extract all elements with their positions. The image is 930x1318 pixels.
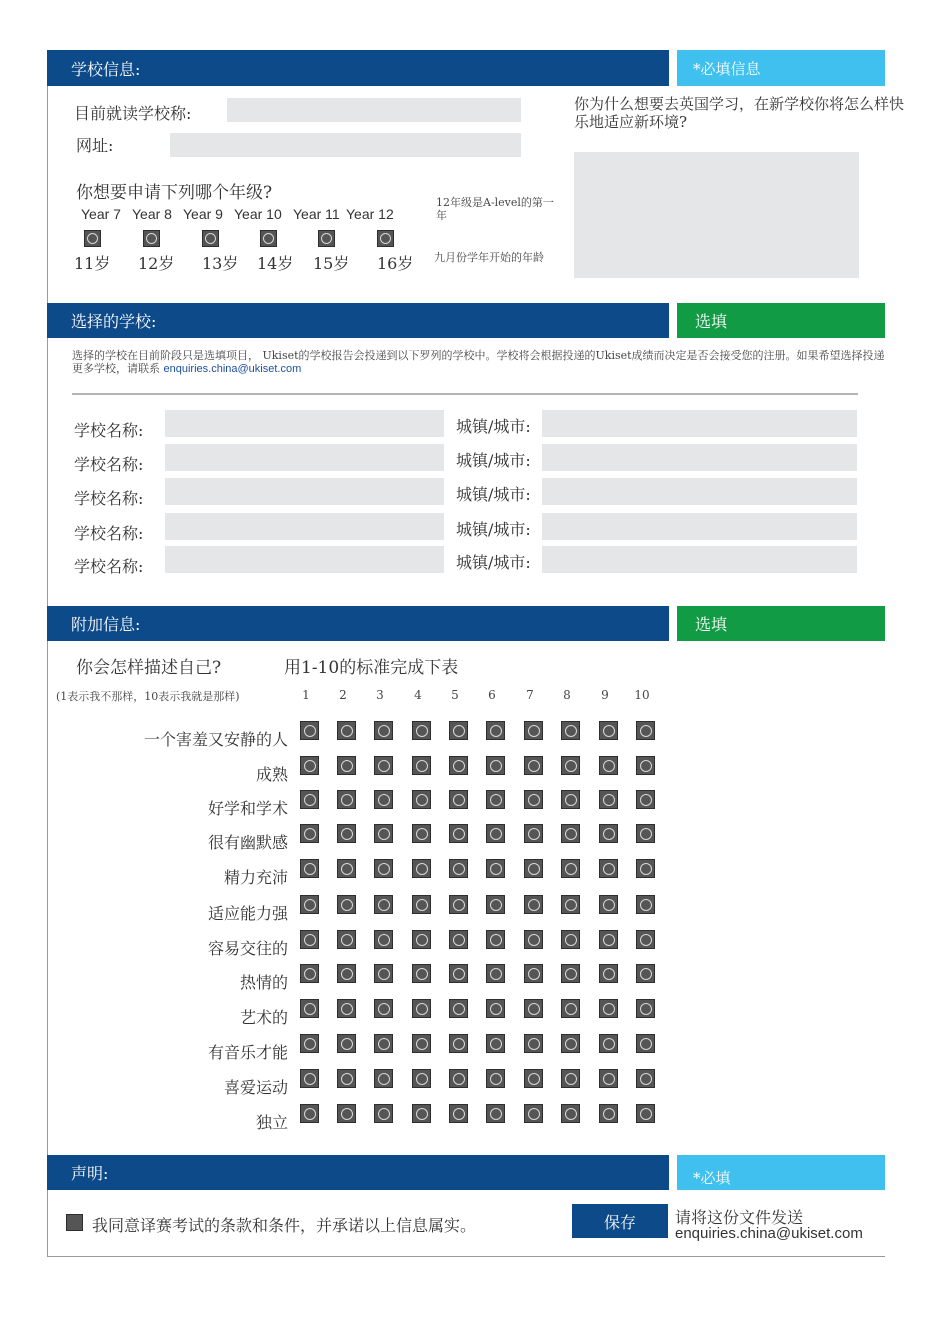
form-frame-left-border — [47, 50, 48, 1257]
rating-radio[interactable] — [337, 859, 356, 878]
rating-radio[interactable] — [337, 930, 356, 949]
rating-radio[interactable] — [636, 1034, 655, 1053]
rating-radio[interactable] — [636, 824, 655, 843]
rating-radio[interactable] — [300, 859, 319, 878]
rating-radio[interactable] — [374, 1069, 393, 1088]
agreement-text: 我同意译赛考试的条款和条件，并承诺以上信息属实。 — [92, 1216, 477, 1235]
rating-radio[interactable] — [636, 999, 655, 1018]
year-radio[interactable] — [143, 230, 160, 247]
rating-radio[interactable] — [599, 756, 618, 775]
rating-radio[interactable] — [561, 964, 580, 983]
rating-radio[interactable] — [449, 999, 468, 1018]
optional-tag-schools: 选填 — [677, 303, 885, 338]
rating-radio[interactable] — [599, 1069, 618, 1088]
rating-radio[interactable] — [374, 930, 393, 949]
required-info-tag: *必填信息 — [677, 50, 885, 86]
rating-radio[interactable] — [636, 756, 655, 775]
rating-radio[interactable] — [449, 964, 468, 983]
scale-number: 3 — [376, 688, 384, 702]
school-name-label: 学校名称: — [74, 524, 144, 543]
rating-radio[interactable] — [636, 930, 655, 949]
rating-radio[interactable] — [599, 721, 618, 740]
rating-radio[interactable] — [412, 1104, 431, 1123]
rating-radio[interactable] — [486, 930, 505, 949]
school-name-input[interactable] — [165, 478, 444, 505]
schools-divider — [72, 393, 858, 395]
scale-number: 5 — [451, 688, 459, 702]
current-school-label: 目前就读学校称: — [74, 104, 192, 123]
rating-radio[interactable] — [412, 859, 431, 878]
rating-radio[interactable] — [337, 1104, 356, 1123]
year-label: Year 11 — [293, 206, 340, 222]
scale-number: 10 — [634, 688, 650, 702]
rating-radio[interactable] — [486, 721, 505, 740]
rating-radio[interactable] — [486, 1104, 505, 1123]
year-radio[interactable] — [84, 230, 101, 247]
rating-radio[interactable] — [337, 964, 356, 983]
scale-number: 7 — [526, 688, 534, 702]
rating-radio[interactable] — [486, 859, 505, 878]
rating-radio[interactable] — [486, 756, 505, 775]
grade-question: 你想要申请下列哪个年级? — [76, 183, 273, 203]
rating-radio[interactable] — [374, 790, 393, 809]
year-radio[interactable] — [377, 230, 394, 247]
rating-radio[interactable] — [449, 895, 468, 914]
rating-radio[interactable] — [599, 859, 618, 878]
rating-radio[interactable] — [486, 964, 505, 983]
rating-radio[interactable] — [486, 824, 505, 843]
required-tag-declaration: *必填 — [677, 1155, 885, 1190]
rating-radio[interactable] — [524, 895, 543, 914]
rating-radio[interactable] — [561, 930, 580, 949]
trait-label: 喜爱运动 — [223, 1078, 288, 1097]
rating-radio[interactable] — [561, 1104, 580, 1123]
rating-radio[interactable] — [599, 790, 618, 809]
rating-radio[interactable] — [524, 721, 543, 740]
school-name-label: 学校名称: — [74, 421, 144, 440]
trait-label: 艺术的 — [239, 1008, 288, 1027]
rating-radio[interactable] — [561, 1034, 580, 1053]
age-label: 11岁 — [74, 254, 111, 273]
rating-radio[interactable] — [412, 1034, 431, 1053]
rating-radio[interactable] — [561, 756, 580, 775]
rating-radio[interactable] — [449, 1104, 468, 1123]
rating-radio[interactable] — [412, 1069, 431, 1088]
rating-radio[interactable] — [561, 824, 580, 843]
rating-radio[interactable] — [524, 1104, 543, 1123]
rating-radio[interactable] — [300, 721, 319, 740]
rating-radio[interactable] — [599, 1104, 618, 1123]
rating-radio[interactable] — [599, 895, 618, 914]
year-label: Year 7 — [81, 206, 121, 222]
trait-label: 一个害羞又安静的人 — [143, 730, 288, 749]
rating-radio[interactable] — [524, 1034, 543, 1053]
year-label: Year 8 — [132, 206, 172, 222]
rating-radio[interactable] — [524, 790, 543, 809]
age-label: 16岁 — [377, 254, 414, 273]
rating-radio[interactable] — [412, 930, 431, 949]
trait-label: 热情的 — [239, 973, 288, 992]
rating-radio[interactable] — [486, 895, 505, 914]
rating-radio[interactable] — [636, 964, 655, 983]
year-label: Year 12 — [346, 206, 394, 222]
rating-radio[interactable] — [300, 756, 319, 775]
additional-info-header: 附加信息: — [47, 606, 669, 641]
trait-label: 很有幽默感 — [207, 833, 288, 852]
school-info-header: 学校信息: — [47, 50, 669, 86]
rating-radio[interactable] — [300, 1104, 319, 1123]
why-study-textarea[interactable] — [574, 152, 859, 278]
rating-radio[interactable] — [599, 999, 618, 1018]
year-label: Year 10 — [234, 206, 282, 222]
year-radio[interactable] — [260, 230, 277, 247]
rating-radio[interactable] — [486, 999, 505, 1018]
scale-note: (1表示我不那样，10表示我就是那样) — [56, 690, 240, 703]
schools-notice-text: 选择的学校在目前阶段只是选填项目， Ukiset的学校报告会投递到以下罗列的学校中。学校将会根据投递的Ukiset成绩而决定是否会接受您的注册。如果希望选择投递更多学校，请联系 — [72, 349, 885, 375]
rating-radio[interactable] — [449, 859, 468, 878]
save-button[interactable]: 保存 — [572, 1204, 668, 1238]
send-email[interactable]: enquiries.china@ukiset.com — [675, 1225, 863, 1242]
schools-notice — [72, 349, 894, 376]
rating-radio[interactable] — [412, 790, 431, 809]
rating-radio[interactable] — [374, 721, 393, 740]
rating-radio[interactable] — [412, 756, 431, 775]
city-input[interactable] — [542, 513, 857, 540]
rating-radio[interactable] — [636, 859, 655, 878]
rating-radio[interactable] — [337, 1069, 356, 1088]
rating-radio[interactable] — [412, 895, 431, 914]
rating-radio[interactable] — [337, 721, 356, 740]
scale-number: 2 — [339, 688, 347, 702]
year-radio[interactable] — [202, 230, 219, 247]
rating-radio[interactable] — [561, 895, 580, 914]
rating-radio[interactable] — [524, 756, 543, 775]
rating-radio[interactable] — [486, 1069, 505, 1088]
city-label: 城镇/城市: — [456, 520, 531, 539]
rating-radio[interactable] — [337, 1034, 356, 1053]
rating-radio[interactable] — [524, 964, 543, 983]
rating-radio[interactable] — [300, 790, 319, 809]
rating-radio[interactable] — [412, 721, 431, 740]
rating-radio[interactable] — [374, 964, 393, 983]
city-label: 城镇/城市: — [456, 417, 531, 436]
year-radio[interactable] — [318, 230, 335, 247]
rating-radio[interactable] — [599, 930, 618, 949]
rating-radio[interactable] — [337, 756, 356, 775]
rating-radio[interactable] — [300, 1069, 319, 1088]
rating-radio[interactable] — [449, 824, 468, 843]
rating-radio[interactable] — [561, 859, 580, 878]
age-label: 12岁 — [138, 254, 175, 273]
age-label: 15岁 — [313, 254, 350, 273]
rating-radio[interactable] — [374, 999, 393, 1018]
school-name-input[interactable] — [165, 513, 444, 540]
rating-radio[interactable] — [300, 964, 319, 983]
school-name-label: 学校名称: — [74, 557, 144, 576]
rating-radio[interactable] — [524, 1069, 543, 1088]
rating-radio[interactable] — [561, 999, 580, 1018]
declaration-header: 声明: — [47, 1155, 669, 1190]
rating-radio[interactable] — [636, 790, 655, 809]
school-name-input[interactable] — [165, 546, 444, 573]
city-label: 城镇/城市: — [456, 553, 531, 572]
city-label: 城镇/城市: — [456, 451, 531, 470]
rating-radio[interactable] — [524, 824, 543, 843]
trait-label: 有音乐才能 — [207, 1043, 288, 1062]
website-label: 网址: — [76, 136, 114, 155]
agree-checkbox[interactable] — [66, 1214, 83, 1231]
rating-radio[interactable] — [412, 824, 431, 843]
rating-radio[interactable] — [337, 999, 356, 1018]
rating-radio[interactable] — [449, 790, 468, 809]
rating-radio[interactable] — [486, 790, 505, 809]
age-label: 13岁 — [202, 254, 239, 273]
rating-radio[interactable] — [561, 790, 580, 809]
rating-radio[interactable] — [374, 1034, 393, 1053]
rating-radio[interactable] — [300, 1034, 319, 1053]
rating-radio[interactable] — [300, 999, 319, 1018]
school-name-label: 学校名称: — [74, 455, 144, 474]
rating-radio[interactable] — [486, 1034, 505, 1053]
rating-radio[interactable] — [374, 895, 393, 914]
trait-label: 容易交往的 — [207, 939, 288, 958]
rating-radio[interactable] — [337, 790, 356, 809]
trait-label: 独立 — [255, 1113, 288, 1132]
scale-number: 9 — [601, 688, 609, 702]
rating-radio[interactable] — [636, 1104, 655, 1123]
rating-radio[interactable] — [374, 1104, 393, 1123]
scale-number: 8 — [563, 688, 571, 702]
age-label: 14岁 — [257, 254, 294, 273]
rating-radio[interactable] — [300, 824, 319, 843]
scale-number: 4 — [414, 688, 422, 702]
rating-radio[interactable] — [374, 859, 393, 878]
scale-number: 1 — [302, 688, 310, 702]
school-name-input[interactable] — [165, 444, 444, 471]
rating-radio[interactable] — [337, 895, 356, 914]
rating-radio[interactable] — [300, 930, 319, 949]
city-input[interactable] — [542, 546, 857, 573]
rating-radio[interactable] — [412, 999, 431, 1018]
optional-tag-additional: 选填 — [677, 606, 885, 641]
rating-radio[interactable] — [449, 1069, 468, 1088]
school-name-input[interactable] — [165, 410, 444, 437]
rating-radio[interactable] — [337, 824, 356, 843]
website-input[interactable] — [170, 133, 521, 157]
city-input[interactable] — [542, 478, 857, 505]
age-note: 九月份学年开始的年龄 — [434, 251, 544, 264]
rating-radio[interactable] — [449, 930, 468, 949]
city-input[interactable] — [542, 410, 857, 437]
year12-note: 12年级是A-level的第一年 — [436, 196, 554, 222]
chosen-schools-header: 选择的学校: — [47, 303, 669, 338]
describe-question: 你会怎样描述自己? — [76, 658, 222, 678]
city-label: 城镇/城市: — [456, 485, 531, 504]
scale-number: 6 — [488, 688, 496, 702]
rating-radio[interactable] — [636, 895, 655, 914]
current-school-input[interactable] — [227, 98, 521, 122]
rating-radio[interactable] — [524, 859, 543, 878]
rating-radio[interactable] — [449, 756, 468, 775]
rating-radio[interactable] — [599, 1034, 618, 1053]
rating-radio[interactable] — [561, 1069, 580, 1088]
send-instruction: 请将这份文件发送 — [675, 1208, 804, 1227]
rating-radio[interactable] — [524, 930, 543, 949]
city-input[interactable] — [542, 444, 857, 471]
trait-label: 好学和学术 — [207, 799, 288, 818]
rating-radio[interactable] — [636, 721, 655, 740]
scale-instruction: 用1-10的标准完成下表 — [284, 658, 459, 678]
trait-label: 成熟 — [255, 765, 288, 784]
school-name-label: 学校名称: — [74, 489, 144, 508]
rating-radio[interactable] — [374, 824, 393, 843]
rating-radio[interactable] — [412, 964, 431, 983]
why-study-question: 你为什么想要去英国学习，在新学校你将怎么样快乐地适应新环境? — [574, 95, 905, 131]
year-label: Year 9 — [183, 206, 223, 222]
rating-radio[interactable] — [300, 895, 319, 914]
rating-radio[interactable] — [374, 756, 393, 775]
rating-radio[interactable] — [636, 1069, 655, 1088]
trait-label: 精力充沛 — [223, 868, 288, 887]
form-frame-bottom-border — [47, 1256, 885, 1257]
contact-email-link[interactable]: enquiries.china@ukiset.com — [163, 363, 302, 375]
rating-radio[interactable] — [561, 721, 580, 740]
rating-radio[interactable] — [599, 964, 618, 983]
rating-radio[interactable] — [449, 721, 468, 740]
rating-radio[interactable] — [599, 824, 618, 843]
rating-radio[interactable] — [449, 1034, 468, 1053]
trait-label: 适应能力强 — [207, 904, 288, 923]
rating-radio[interactable] — [524, 999, 543, 1018]
